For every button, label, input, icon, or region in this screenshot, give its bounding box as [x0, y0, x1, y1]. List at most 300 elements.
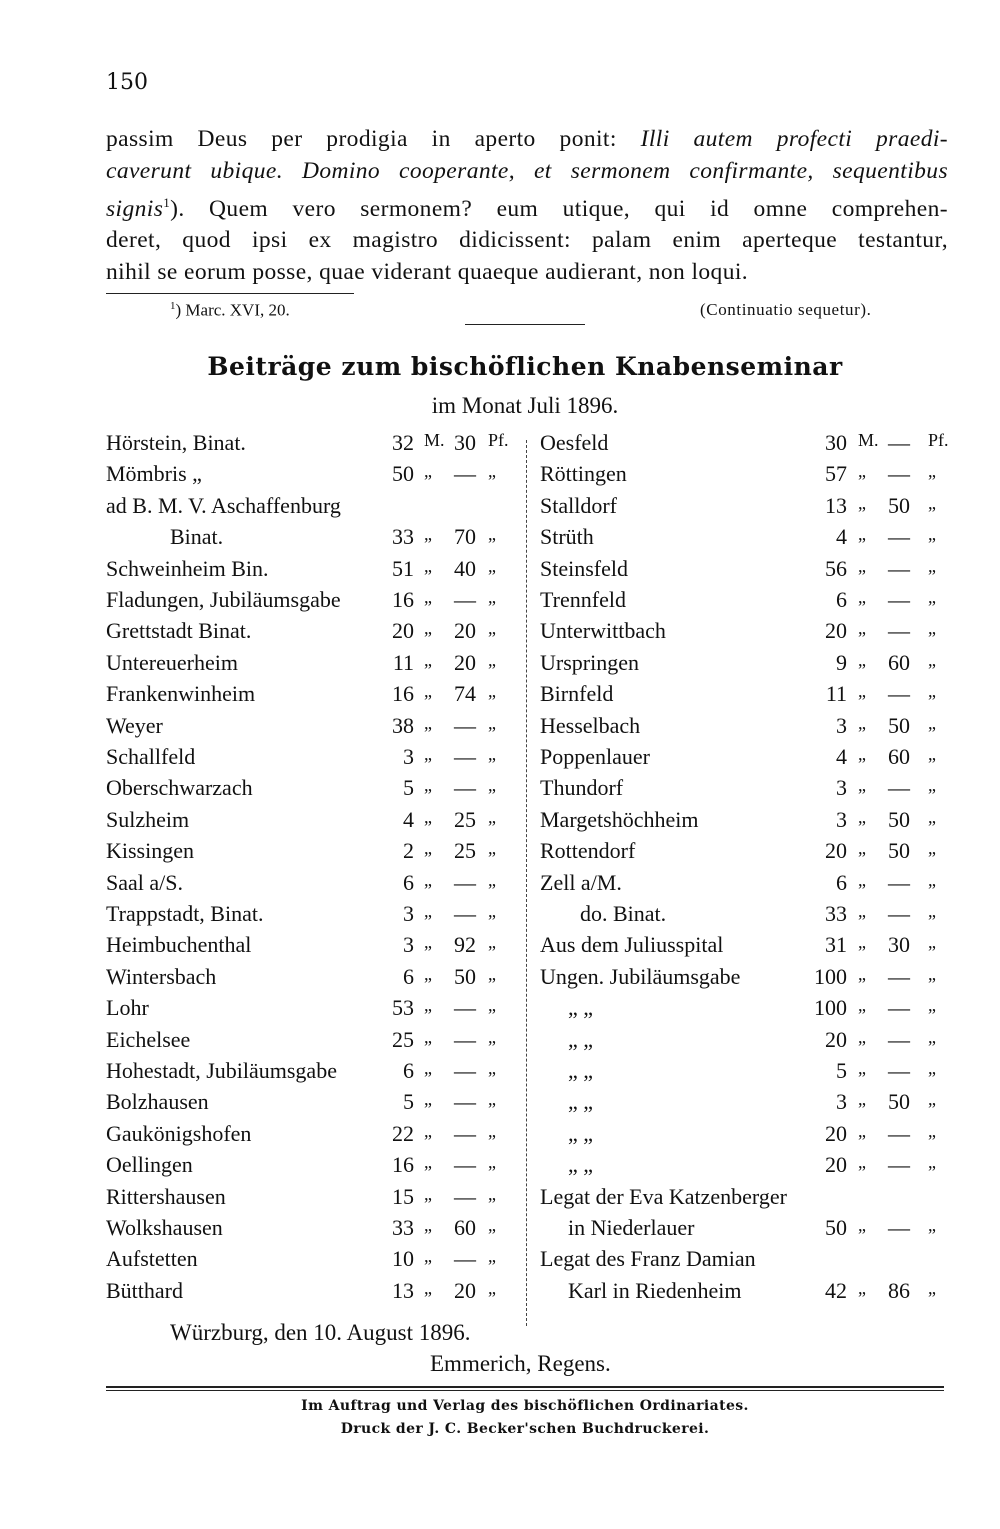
footnote-text: ) Marc. XVI, 20. — [175, 300, 290, 320]
pfennig-unit: „ — [488, 1026, 496, 1047]
mark-amount: 50 — [392, 461, 414, 487]
pfennig-unit: „ — [488, 524, 496, 545]
mark-unit: „ — [424, 1246, 432, 1267]
pfennig-unit: „ — [928, 1089, 936, 1110]
table-row — [540, 1278, 950, 1308]
pfennig-amount: 25 — [454, 838, 476, 864]
table-row — [106, 587, 516, 617]
place-name: Steinsfeld — [540, 555, 628, 581]
pfennig-unit: „ — [928, 1120, 936, 1141]
place-name: „ „ — [568, 1026, 594, 1052]
mark-amount: 3 — [836, 806, 847, 832]
footnote — [170, 300, 290, 321]
pfennig-unit: „ — [488, 461, 496, 482]
mark-unit: „ — [424, 1026, 432, 1047]
pfennig-unit: „ — [928, 1215, 936, 1235]
mark-unit: „ — [424, 1215, 432, 1235]
mark-unit: „ — [858, 775, 866, 796]
place-name: Mömbris „ — [106, 461, 202, 487]
intro-line-3 — [106, 187, 948, 225]
mark-amount: 30 — [825, 430, 847, 455]
mark-unit: „ — [858, 492, 866, 513]
pfennig-unit: „ — [928, 712, 936, 733]
pfennig-unit: „ — [928, 681, 936, 702]
place-name: Oesfeld — [540, 430, 609, 455]
mark-amount: 20 — [825, 838, 847, 864]
pfennig-amount: — — [454, 1183, 476, 1209]
mark-unit: „ — [858, 995, 866, 1016]
mark-amount: 20 — [825, 1026, 847, 1052]
table-row — [106, 870, 516, 900]
table-row — [106, 430, 516, 460]
place-name: Grettstadt Binat. — [106, 618, 252, 644]
pfennig-amount: — — [454, 1120, 476, 1146]
pfennig-unit: „ — [488, 1277, 496, 1298]
pfennig-amount: — — [454, 587, 476, 612]
table-row — [106, 964, 516, 994]
place-name: Hohestadt, Jubiläumsgabe — [106, 1058, 337, 1083]
pfennig-unit: „ — [488, 649, 496, 670]
place-name: ad B. M. V. Aschaffenburg — [106, 492, 341, 518]
place-name: Lohr — [106, 995, 149, 1021]
table-row — [540, 587, 950, 617]
mark-unit: „ — [424, 932, 432, 953]
pfennig-unit: „ — [928, 1277, 936, 1298]
mark-amount: 22 — [392, 1120, 414, 1146]
mark-unit: „ — [858, 838, 866, 859]
mark-unit: „ — [424, 963, 432, 984]
pfennig-unit: „ — [488, 744, 496, 764]
intro-text: passim Deus per prodigia in aperto ponit: — [106, 126, 641, 152]
pfennig-unit: „ — [928, 1058, 936, 1078]
continuation-note: (Continuatio sequetur). — [700, 300, 872, 319]
table-row — [540, 524, 950, 554]
mark-unit: „ — [858, 1026, 866, 1047]
mark-unit: „ — [424, 555, 432, 576]
mark-unit: „ — [858, 1058, 866, 1078]
place-name: „ „ — [568, 1058, 594, 1083]
pfennig-unit: „ — [488, 681, 496, 702]
intro-line-1 — [106, 124, 948, 156]
place-name: Trappstadt, Binat. — [106, 901, 264, 926]
pfennig-amount: — — [888, 587, 910, 612]
pfennig-amount: 50 — [888, 492, 910, 518]
pfennig-unit: „ — [488, 1215, 496, 1235]
intro-italic: Illi autem profecti praedi- — [640, 126, 948, 152]
mark-amount: 42 — [825, 1277, 847, 1303]
table-row — [540, 964, 950, 994]
table-row — [106, 556, 516, 586]
place-name: Bütthard — [106, 1277, 183, 1303]
mark-amount: 20 — [825, 1120, 847, 1146]
pfennig-amount: — — [888, 524, 910, 550]
place-name: Schallfeld — [106, 744, 196, 769]
intro-text: ). Quem vero sermonem? eum utique, qui id omne comprehen- — [170, 195, 948, 222]
intro-line-4: deret, quod ipsi ex magistro didicissent: palam enim aperteque testantur, — [106, 227, 948, 254]
place-name: Unterwittbach — [540, 618, 666, 644]
bottom-rule — [106, 1386, 944, 1388]
place-name: Oberschwarzach — [106, 775, 253, 801]
section-title: Beiträge zum bischöflichen Knabenseminar — [207, 352, 843, 381]
table-row — [540, 618, 950, 648]
place-name: Eichelsee — [106, 1026, 191, 1052]
mark-unit: „ — [424, 1152, 432, 1173]
mark-amount: 4 — [836, 744, 847, 769]
pfennig-unit: „ — [488, 1152, 496, 1173]
mark-unit: „ — [858, 649, 866, 670]
table-row — [106, 807, 516, 837]
pfennig-unit: „ — [928, 1152, 936, 1173]
mark-amount: 6 — [836, 869, 847, 895]
mark-amount: 100 — [814, 995, 847, 1021]
footnote-marker: 1 — [170, 300, 176, 312]
place-name: Legat des Franz Damian — [540, 1246, 756, 1272]
mark-unit: „ — [424, 1058, 432, 1078]
mark-amount: 31 — [825, 932, 847, 958]
table-row — [106, 1152, 516, 1182]
table-row — [106, 1027, 516, 1057]
mark-amount: 6 — [403, 869, 414, 895]
page-number: 150 — [106, 70, 148, 95]
pfennig-amount: — — [888, 1026, 910, 1052]
section-subtitle: im Monat Juli 1896. — [431, 393, 619, 418]
pfennig-unit: „ — [488, 806, 496, 827]
place-name: Urspringen — [540, 649, 639, 675]
table-row — [106, 618, 516, 648]
pfennig-unit: „ — [928, 461, 936, 482]
pfennig-unit: „ — [488, 869, 496, 890]
place-name: Hörstein, Binat. — [106, 430, 246, 455]
pfennig-amount: 60 — [888, 649, 910, 675]
mark-unit: „ — [858, 744, 866, 764]
table-row — [106, 1246, 516, 1276]
table-row — [540, 461, 950, 491]
mark-unit: „ — [858, 712, 866, 733]
pfennig-unit: „ — [928, 869, 936, 890]
mark-amount: 11 — [825, 681, 847, 707]
table-row — [540, 1089, 950, 1119]
table-row — [106, 493, 516, 523]
pfennig-amount: 50 — [888, 838, 910, 864]
mark-unit: „ — [858, 1277, 866, 1298]
mark-unit: „ — [858, 1089, 866, 1110]
mark-unit: „ — [858, 1215, 866, 1235]
place-name: Heimbuchenthal — [106, 932, 252, 958]
pfennig-unit: „ — [488, 1246, 496, 1267]
mark-amount: 53 — [392, 995, 414, 1021]
pfennig-amount: 60 — [888, 744, 910, 769]
mark-amount: 13 — [392, 1277, 414, 1303]
pfennig-unit: „ — [928, 744, 936, 764]
mark-unit: „ — [424, 995, 432, 1016]
pfennig-unit: „ — [488, 775, 496, 796]
place-name: Karl in Riedenheim — [568, 1277, 742, 1303]
mark-unit: „ — [424, 1277, 432, 1298]
mark-amount: 16 — [392, 1152, 414, 1178]
place-name: Rittershausen — [106, 1183, 226, 1209]
table-row — [106, 995, 516, 1025]
table-row — [540, 807, 950, 837]
pfennig-unit: „ — [928, 1026, 936, 1047]
pfennig-amount: 30 — [454, 430, 476, 455]
pfennig-amount: 50 — [888, 712, 910, 738]
mark-amount: 13 — [825, 492, 847, 518]
table-row — [540, 1121, 950, 1151]
mark-amount: 3 — [403, 901, 414, 926]
mark-unit: „ — [858, 681, 866, 702]
mark-amount: 51 — [392, 555, 414, 581]
table-row — [106, 1215, 516, 1245]
mark-amount: 33 — [392, 1215, 414, 1240]
mark-unit: M. — [858, 430, 879, 450]
mark-amount: 3 — [836, 1089, 847, 1115]
pfennig-unit: „ — [928, 555, 936, 576]
place-name: Birnfeld — [540, 681, 614, 707]
pfennig-unit: „ — [488, 1183, 496, 1204]
pfennig-amount: — — [454, 461, 476, 487]
pfennig-unit: Pf. — [928, 430, 949, 450]
table-row — [106, 1278, 516, 1308]
column-divider — [526, 440, 527, 1326]
pfennig-unit: „ — [488, 1089, 496, 1110]
mark-amount: 33 — [392, 524, 414, 550]
table-row — [540, 713, 950, 743]
pfennig-unit: „ — [928, 995, 936, 1016]
mark-unit: „ — [858, 461, 866, 482]
place-name: Hesselbach — [540, 712, 641, 738]
footnote-marker: 1 — [163, 195, 171, 210]
mark-unit: „ — [424, 869, 432, 890]
table-row — [106, 838, 516, 868]
place-name: Fladungen, Jubiläumsgabe — [106, 587, 341, 612]
pfennig-amount: 20 — [454, 1277, 476, 1303]
mark-amount: 57 — [825, 461, 847, 487]
mark-amount: 20 — [825, 618, 847, 644]
mark-unit: „ — [424, 1089, 432, 1110]
pfennig-unit: „ — [488, 587, 496, 607]
mark-unit: „ — [424, 838, 432, 859]
pfennig-amount: — — [888, 1120, 910, 1146]
table-row — [540, 838, 950, 868]
pfennig-amount: 30 — [888, 932, 910, 958]
table-row — [106, 650, 516, 680]
mark-unit: „ — [424, 587, 432, 607]
pfennig-unit: „ — [928, 775, 936, 796]
imprint-line-2: Druck der J. C. Becker'schen Buchdruckerei. — [340, 1421, 710, 1437]
table-row — [106, 1089, 516, 1119]
pfennig-amount: — — [454, 1246, 476, 1272]
mark-amount: 56 — [825, 555, 847, 581]
mark-unit: „ — [858, 524, 866, 545]
pfennig-amount: 86 — [888, 1277, 910, 1303]
pfennig-amount: — — [888, 1215, 910, 1240]
mark-amount: 3 — [836, 775, 847, 801]
pfennig-unit: „ — [928, 806, 936, 827]
pfennig-unit: „ — [928, 618, 936, 639]
place-name: Frankenwinheim — [106, 681, 256, 707]
table-row — [106, 901, 516, 931]
bottom-rule-thin — [106, 1390, 944, 1391]
pfennig-amount: — — [888, 681, 910, 707]
pfennig-amount: 25 — [454, 806, 476, 832]
place-name: Binat. — [170, 524, 224, 550]
place-name: Rottendorf — [540, 838, 636, 864]
place-name: „ „ — [568, 1089, 594, 1115]
table-row — [106, 681, 516, 711]
table-row — [540, 681, 950, 711]
mark-unit: „ — [424, 901, 432, 921]
mark-unit: „ — [424, 1120, 432, 1141]
pfennig-amount: — — [454, 1058, 476, 1083]
pfennig-amount: 70 — [454, 524, 476, 550]
table-row — [540, 995, 950, 1025]
pfennig-unit: „ — [488, 995, 496, 1016]
table-row — [540, 493, 950, 523]
mark-unit: „ — [424, 524, 432, 545]
table-row — [106, 1058, 516, 1088]
pfennig-amount: — — [454, 1152, 476, 1178]
mark-amount: 16 — [392, 587, 414, 612]
mark-unit: „ — [858, 587, 866, 607]
place-name: Poppenlauer — [540, 744, 650, 769]
mark-unit: „ — [424, 681, 432, 702]
mark-unit: „ — [858, 618, 866, 639]
place-name: Stalldorf — [540, 492, 617, 518]
mark-amount: 6 — [403, 963, 414, 989]
place-name: Oellingen — [106, 1152, 193, 1178]
mark-amount: 11 — [392, 649, 414, 675]
mark-amount: 3 — [403, 744, 414, 769]
mark-unit: „ — [858, 932, 866, 953]
pfennig-unit: „ — [928, 838, 936, 859]
imprint-line-1: Im Auftrag und Verlag des bischöflichen Ordinariates. — [301, 1398, 749, 1414]
mark-unit: „ — [424, 461, 432, 482]
table-row — [540, 1027, 950, 1057]
place-name: „ „ — [568, 1120, 594, 1146]
place-name: do. Binat. — [580, 901, 667, 926]
mark-amount: 38 — [392, 712, 414, 738]
mark-unit: „ — [424, 744, 432, 764]
place-name: Zell a/M. — [540, 869, 622, 895]
mark-amount: 4 — [836, 524, 847, 550]
table-row — [540, 1246, 950, 1276]
pfennig-amount: — — [888, 901, 910, 926]
place-name: Bolzhausen — [106, 1089, 209, 1115]
table-row — [106, 524, 516, 554]
place-name: Sulzheim — [106, 806, 190, 832]
mark-amount: 10 — [392, 1246, 414, 1272]
pfennig-unit: „ — [928, 524, 936, 545]
pfennig-amount: 20 — [454, 618, 476, 644]
pfennig-amount: — — [888, 963, 910, 989]
place-name: Untereuerheim — [106, 649, 238, 675]
mark-unit: „ — [424, 806, 432, 827]
pfennig-amount: — — [888, 1058, 910, 1083]
table-row — [106, 744, 516, 774]
pfennig-amount: — — [454, 869, 476, 895]
mark-unit: „ — [858, 963, 866, 984]
intro-paragraph — [106, 124, 948, 288]
pfennig-amount: — — [888, 618, 910, 644]
place-name: Strüth — [540, 524, 594, 550]
pfennig-unit: „ — [488, 1058, 496, 1078]
pfennig-amount: — — [454, 901, 476, 926]
mark-amount: 5 — [403, 775, 414, 801]
pfennig-amount: — — [454, 1026, 476, 1052]
mark-unit: „ — [424, 775, 432, 796]
pfennig-amount: — — [888, 995, 910, 1021]
place-name: Gaukönigshofen — [106, 1120, 252, 1146]
mark-unit: „ — [858, 555, 866, 576]
signoff-place-date: Würzburg, den 10. August 1896. — [170, 1320, 471, 1345]
pfennig-amount: — — [454, 712, 476, 738]
mark-amount: 2 — [403, 838, 414, 864]
mark-amount: 5 — [403, 1089, 414, 1115]
pfennig-unit: „ — [488, 1120, 496, 1141]
mark-unit: „ — [858, 806, 866, 827]
pfennig-unit: „ — [488, 901, 496, 921]
pfennig-unit: „ — [928, 492, 936, 513]
mark-unit: „ — [858, 901, 866, 921]
mark-amount: 3 — [403, 932, 414, 958]
mark-amount: 6 — [836, 587, 847, 612]
table-row — [540, 744, 950, 774]
pfennig-amount: — — [888, 775, 910, 801]
place-name: „ „ — [568, 1152, 594, 1178]
place-name: „ „ — [568, 995, 594, 1021]
pfennig-amount: 50 — [888, 1089, 910, 1115]
pfennig-unit: „ — [928, 649, 936, 670]
place-name: Legat der Eva Katzenberger — [540, 1183, 787, 1209]
pfennig-amount: — — [454, 775, 476, 801]
pfennig-unit: „ — [488, 963, 496, 984]
table-row — [540, 556, 950, 586]
table-row — [540, 1184, 950, 1214]
pfennig-unit: Pf. — [488, 430, 509, 450]
mark-amount: 20 — [825, 1152, 847, 1178]
place-name: Margetshöchheim — [540, 806, 699, 832]
pfennig-unit: „ — [488, 838, 496, 859]
pfennig-unit: „ — [928, 901, 936, 921]
section-rule — [465, 324, 585, 325]
place-name: Röttingen — [540, 461, 627, 487]
mark-amount: 15 — [392, 1183, 414, 1209]
pfennig-amount: 20 — [454, 649, 476, 675]
table-row — [106, 461, 516, 491]
mark-amount: 25 — [392, 1026, 414, 1052]
pfennig-amount: — — [454, 995, 476, 1021]
pfennig-unit: „ — [928, 963, 936, 984]
table-row — [106, 932, 516, 962]
pfennig-amount: — — [454, 1089, 476, 1115]
mark-amount: 5 — [836, 1058, 847, 1083]
mark-unit: „ — [858, 869, 866, 890]
mark-unit: M. — [424, 430, 445, 450]
pfennig-amount: — — [888, 1152, 910, 1178]
table-row — [540, 775, 950, 805]
place-name: Kissingen — [106, 838, 194, 864]
mark-unit: „ — [424, 1183, 432, 1204]
pfennig-unit: „ — [928, 932, 936, 953]
pfennig-amount: 40 — [454, 555, 476, 581]
pfennig-amount: 50 — [888, 806, 910, 832]
table-row — [540, 1152, 950, 1182]
table-row — [106, 713, 516, 743]
pfennig-amount: — — [888, 555, 910, 581]
pfennig-unit: „ — [488, 618, 496, 639]
place-name: Trennfeld — [540, 587, 626, 612]
place-name: Wintersbach — [106, 963, 217, 989]
